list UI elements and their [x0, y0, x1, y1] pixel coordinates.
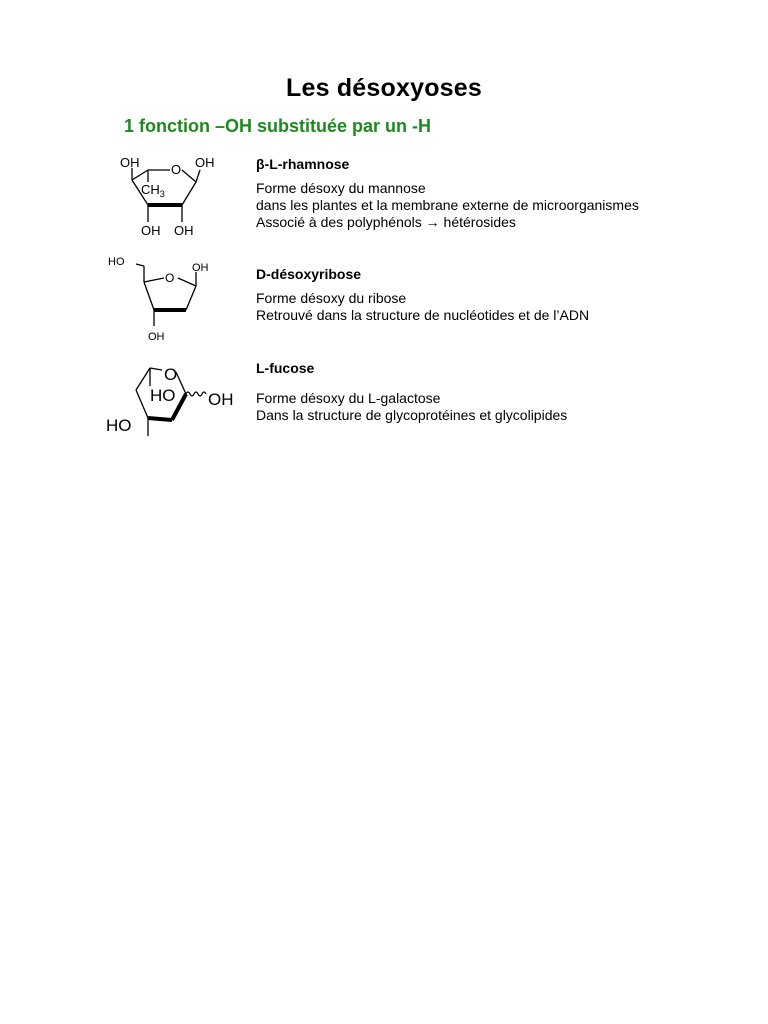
rhamnose-oh-label: OH [174, 223, 194, 238]
desoxyribose-info [256, 266, 589, 324]
description-line: Retrouvé dans la structure de nucléotides et de l’ADN [256, 307, 590, 323]
sugar-name: β-L-rhamnose [256, 156, 350, 172]
rhamnose-ring-oxygen: O [171, 162, 182, 177]
description-line: Associé à des polyphénols → hétérosides [256, 214, 516, 230]
description-line: Forme désoxy du L-galactose [256, 390, 441, 406]
description-line: dans les plantes et la membrane externe de microorganismes [256, 197, 639, 213]
description-line: Forme désoxy du ribose [256, 290, 407, 306]
rhamnose-info [256, 156, 639, 231]
fucose-ring-oxygen: O [164, 365, 178, 384]
sugar-name: L-fucose [256, 360, 315, 376]
fucose-info [256, 360, 567, 424]
desoxyribose-oh-label: OH [148, 331, 165, 343]
rhamnose-structure [112, 150, 232, 242]
desoxyribose-oh-label: OH [192, 262, 209, 274]
desoxyribose-structure [106, 252, 226, 344]
description-line: Dans la structure de glycoprotéines et glycolipides [256, 407, 568, 423]
rhamnose-oh-label: OH [120, 155, 140, 170]
page-title: Les désoxyoses [286, 74, 482, 102]
rhamnose-oh-label: OH [141, 223, 161, 238]
fucose-structure [104, 356, 244, 440]
fucose-ho-label: HO [106, 416, 132, 435]
fucose-oh-label: OH [208, 390, 234, 409]
sugar-name: D-désoxyribose [256, 266, 362, 282]
desoxyribose-ho-label: HO [108, 256, 125, 268]
rhamnose-oh-label: OH [195, 155, 215, 170]
description-line: Forme désoxy du mannose [256, 180, 426, 196]
section-subtitle: 1 fonction –OH substituée par un -H [124, 116, 432, 136]
fucose-ho-label: HO [150, 386, 176, 405]
desoxyribose-ring-oxygen: O [165, 271, 175, 285]
rhamnose-ch3-label: $CH_3$ [141, 182, 165, 199]
